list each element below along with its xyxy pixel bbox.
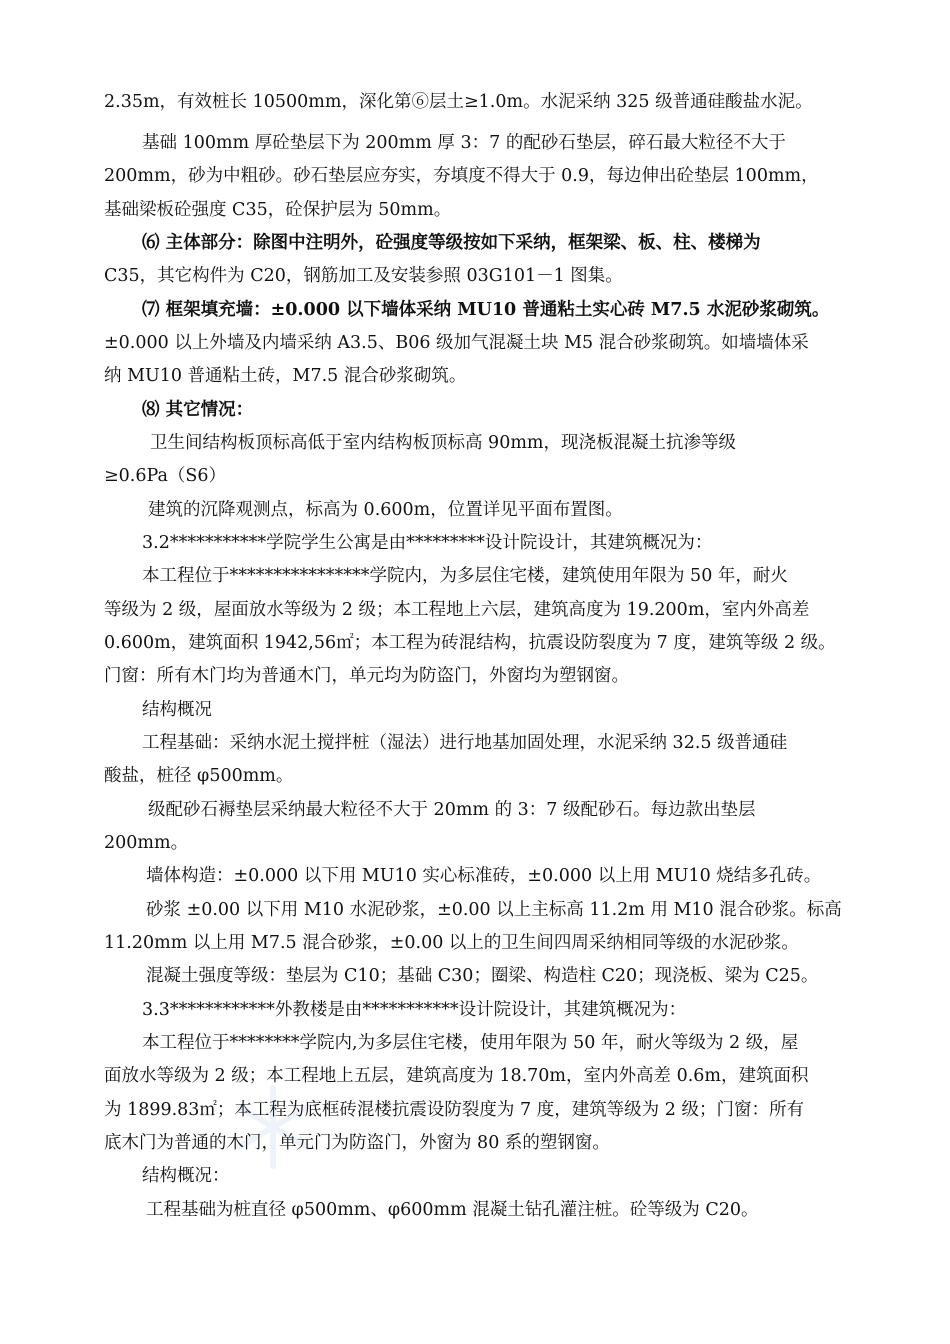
text-line: 纳 MU10 普通粘土砖，M7.5 混合砂浆砌筑。 bbox=[104, 366, 467, 386]
text-line: 本工程位于****************学院内，为多层住宅楼，建筑使用年限为 50 年，耐火 bbox=[142, 566, 788, 586]
text-line: 建筑的沉降观测点，标高为 0.600m，位置详见平面布置图。 bbox=[148, 500, 623, 520]
text-line: ±0.000 以上外墙及内墙采纳 A3.5、B06 级加气混凝土块 M5 混合砂浆砌筑。如墙墙体采 bbox=[104, 333, 809, 353]
text-line: 2.35m，有效桩长 10500mm，深化第⑥层土≥1.0m。水泥采纳 325 级普通硅酸盐水泥。 bbox=[104, 92, 813, 112]
text-line: 酸盐，桩径 φ500mm。 bbox=[104, 766, 294, 786]
section-heading-infill-wall: ⑺ 框架填充墙：±0.000 以下墙体采纳 MU10 普通粘土实心砖 M7.5 水泥砂浆砌筑。 bbox=[142, 300, 830, 320]
text-line: 为 1899.83㎡；本工程为底框砖混楼抗震设防裂度为 7 度，建筑等级为 2 级；门窗：所有 bbox=[104, 1100, 804, 1120]
subheading-structure-overview-2: 结构概况： bbox=[142, 1166, 230, 1186]
text-line: 基础梁板砼强度 C35，砼保护层为 50mm。 bbox=[104, 200, 452, 220]
text-line: 级配砂石褥垫层采纳最大粒径不大于 20mm 的 3：7 级配砂石。每边款出垫层 bbox=[148, 800, 756, 820]
text-line: 卫生间结构板顶标高低于室内结构板顶标高 90mm，现浇板混凝土抗渗等级 bbox=[150, 433, 737, 453]
text-line: 11.20mm 以上用 M7.5 混合砂浆，±0.00 以上的卫生间四周采纳相同等级的水泥砂浆。 bbox=[104, 933, 799, 953]
text-line: 200mm，砂为中粗砂。砂石垫层应夯实，夯填度不得大于 0.9，每边伸出砼垫层 100mm， bbox=[104, 166, 819, 186]
text-line: 混凝土强度等级：垫层为 C10；基础 C30；圈梁、构造柱 C20；现浇板、梁为 C25。 bbox=[146, 966, 819, 986]
text-line: 墙体构造：±0.000 以下用 MU10 实心标准砖，±0.000 以上用 MU10 烧结多孔砖。 bbox=[146, 866, 822, 886]
text-line: 200mm。 bbox=[104, 833, 189, 853]
text-line: 本工程位于********学院内,为多层住宅楼，使用年限为 50 年，耐火等级为 2 级，屋 bbox=[142, 1033, 799, 1053]
text-line: 底木门为普通的木门，单元门为防盗门，外窗为 80 系的塑钢窗。 bbox=[104, 1133, 610, 1153]
text-line: 门窗：所有木门均为普通木门，单元均为防盗门，外窗均为塑钢窗。 bbox=[104, 666, 629, 686]
text-line: ≥0.6Pa（S6） bbox=[104, 466, 227, 486]
text-line: 0.600m，建筑面积 1942,56㎡；本工程为砖混结构，抗震设防裂度为 7 度，建筑等级 2 级。 bbox=[104, 633, 836, 653]
text-line: 等级为 2 级，屋面放水等级为 2 级；本工程地上六层，建筑高度为 19.200m，室内外高差 bbox=[104, 600, 810, 620]
snowflake-logo-icon bbox=[228, 1082, 318, 1172]
text-line: 砂浆 ±0.00 以下用 M10 水泥砂浆，±0.00 以上主标高 11.2m 用 M10 混合砂浆。标高 bbox=[146, 900, 842, 920]
text-line: 基础 100mm 厚砼垫层下为 200mm 厚 3：7 的配砂石垫层，碎石最大粒径不大于 bbox=[142, 133, 786, 153]
text-line: 面放水等级为 2 级；本工程地上五层，建筑高度为 18.70m，室内外高差 0.6m，建筑面积 bbox=[104, 1066, 809, 1086]
section-heading-other: ⑻ 其它情况： bbox=[142, 400, 254, 420]
subheading-structure-overview: 结构概况 bbox=[142, 700, 212, 720]
text-line: 工程基础为桩直径 φ500mm、φ600mm 混凝土钻孔灌注桩。砼等级为 C20。 bbox=[146, 1200, 759, 1220]
section-intro-3-2: 3.2***********学院学生公寓是由*********设计院设计，其建筑概况为： bbox=[142, 533, 713, 553]
section-heading-main-body: ⑹ 主体部分：除图中注明外，砼强度等级按如下采纳，框架梁、板、柱、楼梯为 bbox=[142, 233, 761, 253]
text-line: C35，其它构件为 C20，钢筋加工及安装参照 03G101－1 图集。 bbox=[104, 266, 623, 286]
text-line: 工程基础：采纳水泥土搅拌桩（湿法）进行地基加固处理，水泥采纳 32.5 级普通硅 bbox=[142, 733, 788, 753]
section-intro-3-3: 3.3************外教楼是由***********设计院设计，其建筑概况为： bbox=[142, 1000, 687, 1020]
